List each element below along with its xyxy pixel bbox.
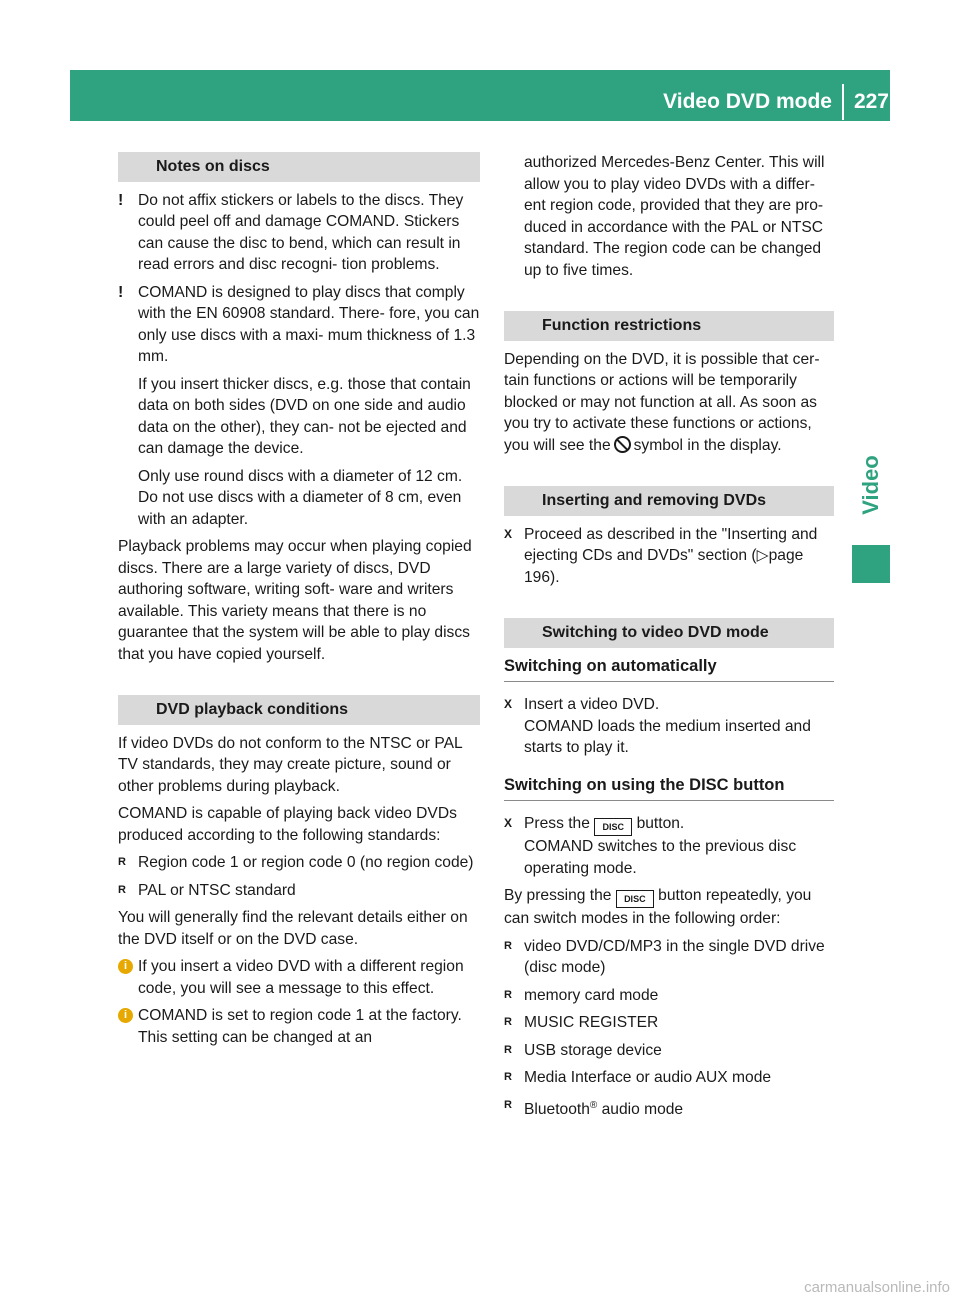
disc-button-icon: DISC <box>594 818 632 836</box>
by-pressing-paragraph: By pressing the DISC button repeatedly, you can switch modes in the following order: <box>504 887 812 927</box>
bullet-icon: R <box>504 1098 512 1111</box>
info-icon: i <box>118 1008 133 1023</box>
header-title <box>663 84 889 120</box>
list-item: R MUSIC REGISTER <box>504 1012 834 1034</box>
restrictions-heading: Function restrictions <box>504 311 834 341</box>
bullet-icon: R <box>504 1016 512 1028</box>
list-item: R video DVD/CD/MP3 in the single DVD drive (disc mode) <box>504 937 825 976</box>
warning-icon: ! <box>118 283 124 301</box>
list-item: R memory card mode <box>504 985 834 1007</box>
step-arrow-icon: X <box>504 816 513 830</box>
restrictions-paragraph: Depending on the DVD, it is possible that cer- tain functions or actions will be temporarily blocked or may not function at all. As soon as you try to activate these functions or actions, you will see the symbol in the display. <box>504 350 820 454</box>
list-item: R Region code 1 or region code 0 (no region code) <box>118 852 480 874</box>
conditions-paragraph-1: If video DVDs do not conform to the NTSC or PAL TV standards, they may create picture, sound or other problems during playback. <box>118 734 463 795</box>
auto-step: X Insert a video DVD. COMAND loads the medium inserted and starts to play it. <box>504 696 811 756</box>
left-column <box>118 152 480 1054</box>
section-title: Video DVD mode <box>663 90 832 113</box>
press-disc-step: X Press the DISC button. COMAND switches to the previous disc operating mode. <box>504 815 797 877</box>
auto-subheading: Switching on automatically <box>504 656 834 683</box>
list-item: R Bluetooth® audio mode <box>504 1095 834 1121</box>
info-note-continued: authorized Mercedes-Benz Center. This will allow you to play video DVDs with a differ- ent region code, provided that they are pro- duced in accordance with the PAL or NTSC standard. The region code can be changed up to five times. <box>524 154 825 279</box>
inserting-heading: Inserting and removing DVDs <box>504 486 834 516</box>
bullet-icon: R <box>504 1071 512 1083</box>
conditions-heading: DVD playback conditions <box>118 695 480 725</box>
inserting-step: X Proceed as described in the "Inserting and ejecting CDs and DVDs" section (▷page 196). <box>504 525 818 586</box>
watermark: carmanualsonline.info <box>804 1279 950 1296</box>
right-column <box>504 152 834 1126</box>
warning-icon: ! <box>118 191 124 209</box>
warning-note-thickness: ! COMAND is designed to play discs that comply with the EN 60908 standard. There- fore, you can only use discs with a maxi- mum thickness of 1.3 mm. If you insert thicker discs, e.g. those that contain data on both sides (DVD on one side and audio data on the other), they can- not be ejected and can damage the device. Only use round discs with a diameter of 12 cm. Do not use discs with a diameter of 8 cm, even with an adapter. <box>118 283 480 528</box>
info-note-factory: i COMAND is set to region code 1 at the factory. This setting can be changed at an <box>118 1005 480 1048</box>
no-entry-icon <box>614 436 631 453</box>
bullet-icon: R <box>118 883 126 896</box>
switching-heading: Switching to video DVD mode <box>504 618 834 648</box>
side-tab-marker <box>852 545 890 583</box>
page-number: 227 <box>853 90 889 113</box>
side-tab-label: Video <box>858 455 884 515</box>
disc-button-icon: DISC <box>616 890 654 908</box>
warning-note-stickers: ! Do not affix stickers or labels to the discs. They could peel off and damage COMAND. Stickers can cause the disc to bend, which can result in read errors and disc recogni- tion problems. <box>118 191 464 273</box>
bullet-icon: R <box>118 856 126 868</box>
info-note-region: i If you insert a video DVD with a different region code, you will see a message to this effect. <box>118 956 480 999</box>
list-item: R USB storage device <box>504 1040 834 1062</box>
step-arrow-icon: X <box>504 697 513 711</box>
list-item: R PAL or NTSC standard <box>118 880 480 902</box>
list-item: R Media Interface or audio AUX mode <box>504 1067 834 1089</box>
disc-subheading: Switching on using the DISC button <box>504 775 834 802</box>
bullet-icon: R <box>504 1043 512 1056</box>
notes-heading: Notes on discs <box>118 152 480 182</box>
info-icon: i <box>118 959 133 974</box>
step-arrow-icon: X <box>504 526 513 541</box>
conditions-paragraph-2: COMAND is capable of playing back video DVDs produced according to the following standards: <box>118 805 457 844</box>
conditions-paragraph-3: You will generally find the relevant details either on the DVD itself or on the DVD case. <box>118 909 468 948</box>
header-divider <box>842 84 844 120</box>
playback-paragraph: Playback problems may occur when playing copied discs. There are a large variety of discs, DVD authoring software, writing soft- ware and writers available. This variety means that there is no guarantee that the system will be able to play discs that you have copied yourself. <box>118 538 472 663</box>
page-ref-arrow-icon: ▷ <box>756 547 769 564</box>
bullet-icon: R <box>504 988 512 1001</box>
bullet-icon: R <box>504 939 512 952</box>
